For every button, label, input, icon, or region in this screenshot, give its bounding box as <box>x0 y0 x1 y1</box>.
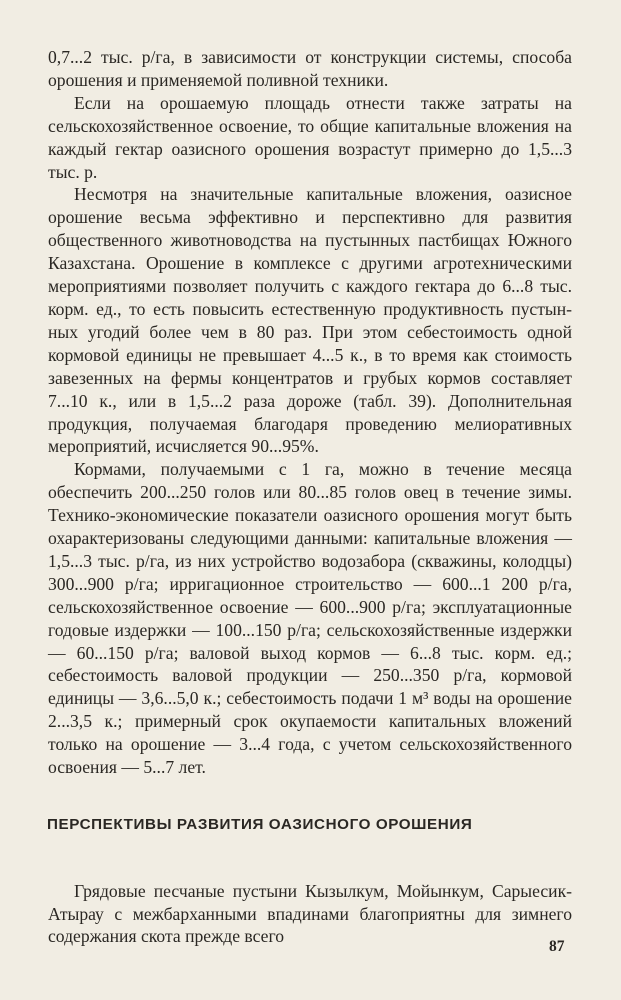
paragraph: Несмотря на значительные капитальные вложения, оазисное орошение весьма эффективно и перспективно для развития общественного животноводства на пустынных пастбищах Южного Казахстана. Орошение в комплексе с другими агротехническими мероприятиями позволяет получить с каждого гектара до 6...8 тыс. корм. ед., то есть повысить естественную продуктивность пустынных угодий более чем в 80 раз. При этом себестоимость одной кормовой единицы не превышает 4...5 к., в то время как стоимость завезенных на фермы концентратов и грубых кормов составляет 7...10 к., или в 1,5...2 раза дороже (табл. 39). Дополнительная продукция, получаемая благодаря проведению мелиоративных мероприятий, исчисляется 90...95%. <box>48 184 572 457</box>
paragraph: Если на орошаемую площадь отнести также затраты на сельскохозяйственное освоение, то общие капитальные вложения на каждый гектар оазисного орошения возрастут примерно до 1,5...3 тыс. р. <box>48 92 572 182</box>
paragraph: Кормами, получаемыми с 1 га, можно в течение месяца обеспечить 200...250 голов или 80...85 голов овец в течение зимы. Технико-экономические показатели оазисного орошения могут быть охарактеризованы следующими данными: капитальные вложения — 1,5...3 тыс. р/га, из них устройство водозабора (скважины, колодцы) 300...900 р/га; ирригационное строительство — 600...1 200 р/га, сельскохозяйственное освоение — 600...900 р/га; эксплуатационные годовые издержки — 100...150 р/га; сельскохозяйственные издержки — 60...150 р/га; валовой выход кормов — 6...8 тыс. корм. ед.; себестоимость валовой продукции — 250...350 р/га, кормовой единицы — 3,6...5,0 к.; себестоимость подачи 1 м³ воды на орошение 2...3,5 к.; примерный срок окупаемости капитальных вложений только на орошение — 3...4 года, с учетом сельскохозяйственного освоения — 5...7 лет. <box>48 459 572 778</box>
paragraph-continuation: 0,7...2 тыс. р/га, в зависимости от конструкции системы, способа орошения и применяемой поливной техники. <box>48 47 572 90</box>
body-text <box>48 46 572 779</box>
section-paragraph: Грядовые песчаные пустыни Кызылкум, Мойынкум, Сарыесик-Атырау с межбарханными впадинами благоприятны для зимнего содержания скота прежде всего <box>48 880 572 947</box>
section-heading: ПЕРСПЕКТИВЫ РАЗВИТИЯ ОАЗИСНОГО ОРОШЕНИЯ <box>47 816 473 833</box>
page-number: 87 <box>549 938 565 955</box>
